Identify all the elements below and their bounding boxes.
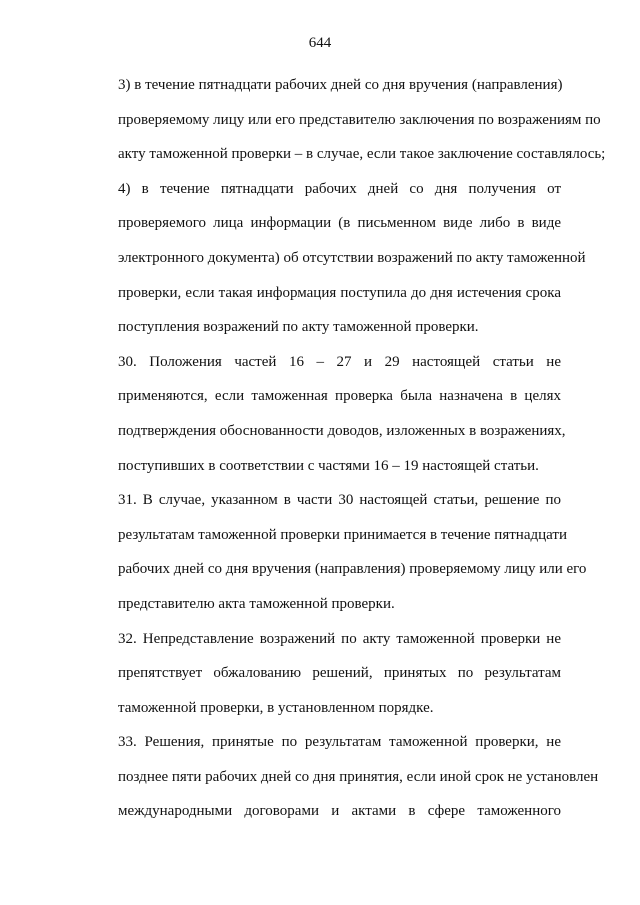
text-line: подтверждения обоснованности доводов, изложенных в возражениях, (118, 422, 566, 439)
text-line: позднее пяти рабочих дней со дня принятия, если иной срок не установлен (118, 768, 599, 785)
paragraph-33 (80, 725, 599, 829)
text-line: поступивших в соответствии с частями 16 – 19 настоящей статьи. (118, 457, 539, 474)
text-line: 33. Решения, принятые по результатам таможенной проверки, не (118, 734, 561, 751)
text-line: рабочих дней со дня вручения (направления) проверяемому лицу или его (118, 561, 587, 578)
text-line: результатам таможенной проверки принимается в течение пятнадцати (118, 526, 567, 543)
text-line: проверяемого лица информации (в письменном виде либо в виде (118, 215, 561, 232)
text-line: проверки, если такая информация поступила до дня истечения срока (118, 284, 561, 301)
text-line: представителю акта таможенной проверки. (118, 595, 395, 612)
text-line: проверяемому лицу или его представителю заключения по возражениям по (118, 111, 601, 128)
document-body (80, 68, 606, 829)
paragraph-3 (80, 68, 606, 172)
page-number: 644 (308, 35, 332, 51)
paragraph-32 (80, 622, 561, 726)
paragraph-4 (80, 172, 586, 345)
text-line: таможенной проверки, в установленном порядке. (118, 699, 434, 716)
text-line: поступления возражений по акту таможенной проверки. (118, 319, 479, 336)
text-line: международными договорами и актами в сфере таможенного (118, 803, 561, 820)
paragraph-31 (80, 483, 587, 621)
text-line: препятствует обжалованию решений, принятых по результатам (118, 665, 561, 682)
paragraph-30 (80, 345, 566, 483)
text-line: 3) в течение пятнадцати рабочих дней со дня вручения (направления) (118, 77, 563, 93)
text-line: 4) в течение пятнадцати рабочих дней со дня получения от (118, 180, 561, 197)
text-line: 30. Положения частей 16 – 27 и 29 настоящей статьи не (118, 353, 561, 370)
text-line: акту таможенной проверки – в случае, если такое заключение составлялось; (118, 146, 606, 163)
text-line: 31. В случае, указанном в части 30 настоящей статьи, решение по (118, 492, 561, 509)
text-line: электронного документа) об отсутствии возражений по акту таможенной (118, 249, 586, 266)
text-line: 32. Непредставление возражений по акту таможенной проверки не (118, 630, 561, 647)
text-line: применяются, если таможенная проверка была назначена в целях (118, 388, 561, 405)
